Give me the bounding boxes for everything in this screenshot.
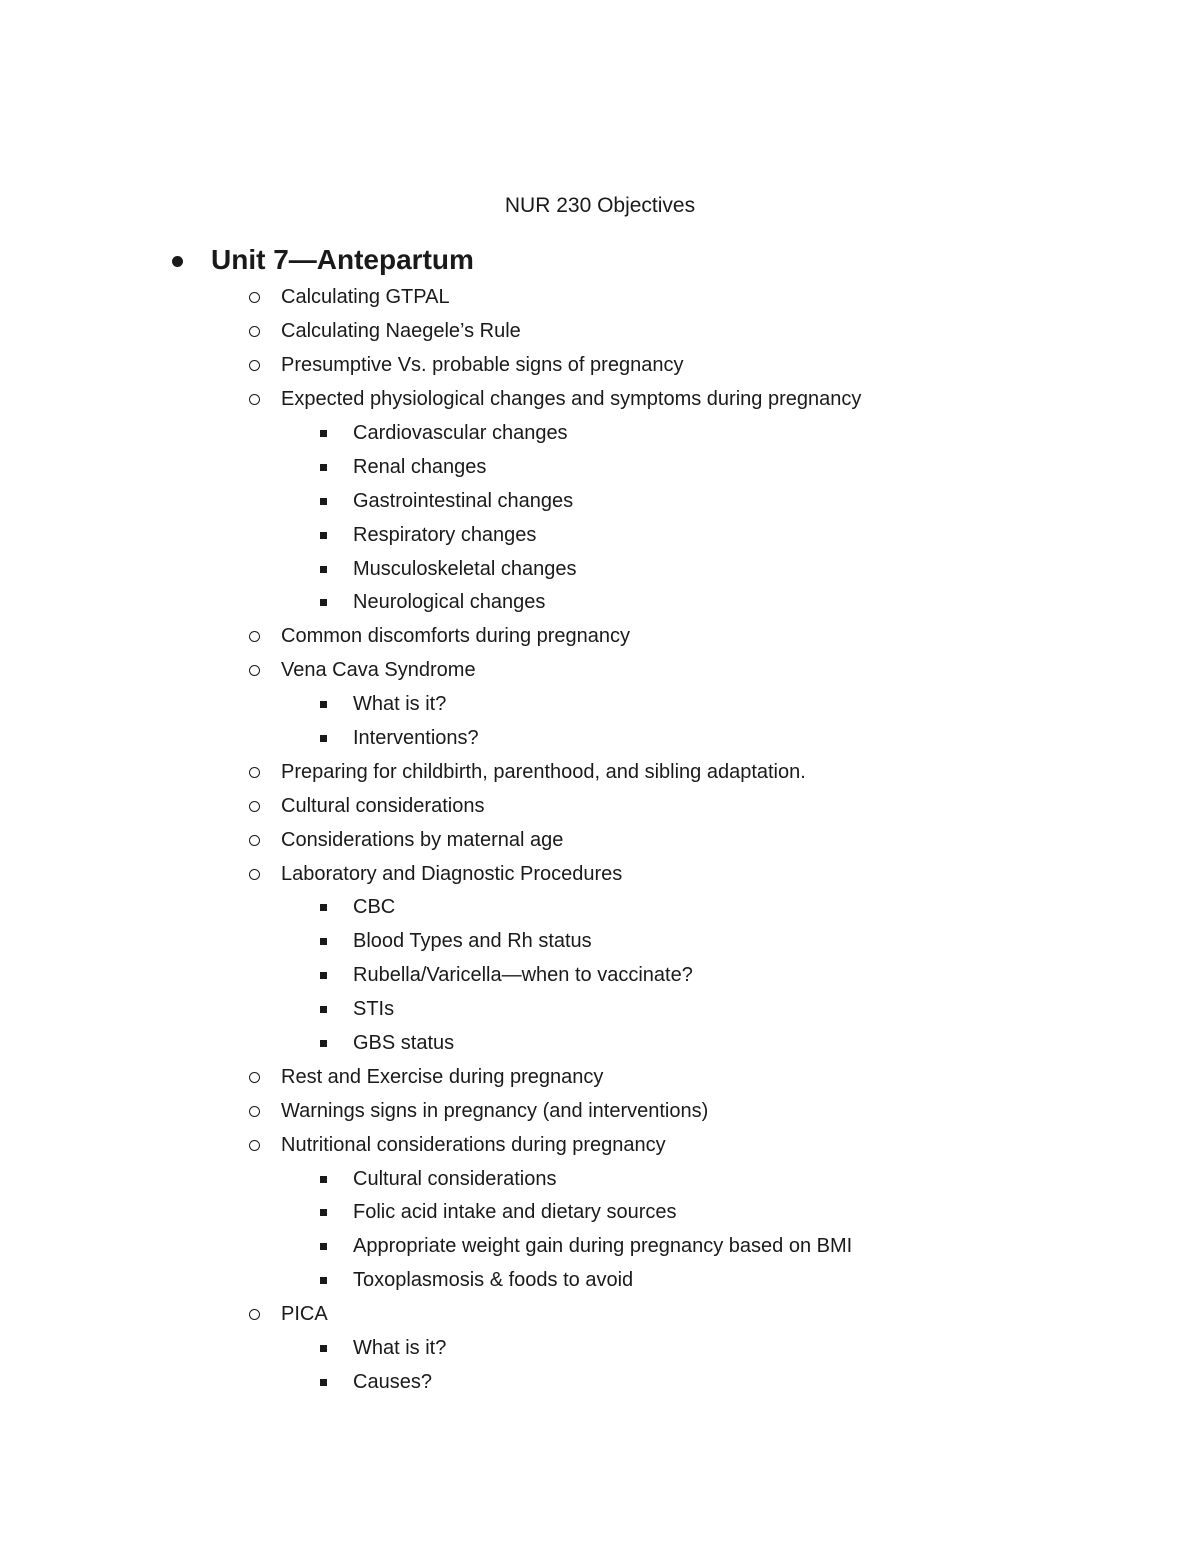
objective-item	[0, 281, 1200, 315]
square-bullet-icon	[320, 1209, 327, 1216]
square-bullet-icon	[320, 498, 327, 505]
objective-item	[0, 1298, 1200, 1332]
objective-subitem	[0, 1027, 1200, 1061]
objective-subitem	[0, 925, 1200, 959]
square-bullet-icon	[320, 464, 327, 471]
item-text: Neurological changes	[353, 591, 546, 614]
square-bullet-icon	[320, 566, 327, 573]
square-bullet-icon	[320, 1243, 327, 1250]
item-text: Cardiovascular changes	[353, 422, 568, 444]
objective-item	[0, 1060, 1200, 1094]
item-text: Renal changes	[353, 455, 487, 478]
square-bullet-icon	[320, 1379, 327, 1386]
objective-subitem	[0, 1196, 1200, 1230]
item-text: Considerations by maternal age	[281, 828, 564, 851]
objective-subitem	[0, 484, 1200, 518]
objective-item	[0, 857, 1200, 891]
objective-subitem	[0, 1264, 1200, 1298]
objective-subitem	[0, 417, 1200, 451]
hollow-circle-bullet-icon	[249, 835, 260, 846]
hollow-circle-bullet-icon	[249, 1106, 260, 1117]
objective-item	[0, 1094, 1200, 1128]
objective-item	[0, 315, 1200, 349]
objective-subitem	[0, 450, 1200, 484]
item-text: What is it?	[353, 1337, 447, 1360]
objective-item	[0, 383, 1200, 417]
item-text: GBS status	[353, 1032, 455, 1055]
item-text: Causes?	[353, 1370, 432, 1393]
hollow-circle-bullet-icon	[249, 1140, 260, 1151]
unit-heading-row	[172, 243, 474, 277]
objective-subitem	[0, 1366, 1200, 1400]
item-text: Cultural considerations	[353, 1167, 557, 1190]
objective-subitem	[0, 1230, 1200, 1264]
objective-subitem	[0, 518, 1200, 552]
item-text: Preparing for childbirth, parenthood, and sibling adaptation.	[281, 760, 806, 783]
square-bullet-icon	[320, 938, 327, 945]
hollow-circle-bullet-icon	[249, 631, 260, 642]
item-text: STIs	[353, 998, 395, 1021]
item-text: Laboratory and Diagnostic Procedures	[281, 862, 623, 885]
square-bullet-icon	[320, 430, 327, 437]
item-text: Vena Cava Syndrome	[281, 659, 476, 682]
filled-circle-bullet-icon	[172, 256, 183, 267]
square-bullet-icon	[320, 1040, 327, 1047]
item-text: Rest and Exercise during pregnancy	[281, 1065, 604, 1088]
square-bullet-icon	[320, 1176, 327, 1183]
objective-item	[0, 1128, 1200, 1162]
square-bullet-icon	[320, 972, 327, 979]
square-bullet-icon	[320, 599, 327, 606]
square-bullet-icon	[320, 735, 327, 742]
hollow-circle-bullet-icon	[249, 1072, 260, 1083]
objective-subitem	[0, 1332, 1200, 1366]
item-text: Blood Types and Rh status	[353, 930, 592, 953]
item-text: Expected physiological changes and symptoms during pregnancy	[281, 388, 862, 411]
page-title: NUR 230 Objectives	[504, 194, 696, 217]
objective-subitem	[0, 993, 1200, 1027]
unit-heading: Unit 7—Antepartum	[211, 244, 474, 275]
objective-subitem	[0, 959, 1200, 993]
item-text: Nutritional considerations during pregnancy	[281, 1133, 666, 1156]
item-text: Gastrointestinal changes	[353, 489, 574, 512]
item-text: PICA	[281, 1303, 328, 1326]
objective-subitem	[0, 1162, 1200, 1196]
item-text: Calculating GTPAL	[281, 286, 450, 309]
item-text: Calculating Naegele’s Rule	[281, 320, 521, 343]
hollow-circle-bullet-icon	[249, 801, 260, 812]
hollow-circle-bullet-icon	[249, 665, 260, 676]
square-bullet-icon	[320, 701, 327, 708]
item-text: Toxoplasmosis & foods to avoid	[353, 1269, 634, 1292]
item-text: Rubella/Varicella—when to vaccinate?	[353, 964, 693, 987]
hollow-circle-bullet-icon	[249, 869, 260, 880]
item-text: Appropriate weight gain during pregnancy based on BMI	[353, 1235, 853, 1258]
objective-subitem	[0, 891, 1200, 925]
hollow-circle-bullet-icon	[249, 1309, 260, 1320]
item-text: Cultural considerations	[281, 794, 485, 817]
hollow-circle-bullet-icon	[249, 292, 260, 303]
item-text: Interventions?	[353, 727, 479, 750]
hollow-circle-bullet-icon	[249, 360, 260, 371]
hollow-circle-bullet-icon	[249, 394, 260, 405]
item-text: What is it?	[353, 693, 447, 716]
square-bullet-icon	[320, 1345, 327, 1352]
item-text: Folic acid intake and dietary sources	[353, 1201, 677, 1224]
item-text: CBC	[353, 896, 396, 919]
item-text: Presumptive Vs. probable signs of pregnancy	[281, 354, 684, 377]
square-bullet-icon	[320, 1277, 327, 1284]
objective-item	[0, 654, 1200, 688]
objective-subitem	[0, 688, 1200, 722]
item-text: Warnings signs in pregnancy (and interventions)	[281, 1099, 709, 1122]
item-text: Musculoskeletal changes	[353, 557, 577, 580]
item-text: Common discomforts during pregnancy	[281, 625, 631, 648]
square-bullet-icon	[320, 1006, 327, 1013]
objectives-list	[0, 281, 1200, 1399]
square-bullet-icon	[320, 532, 327, 539]
objective-item	[0, 789, 1200, 823]
objective-item	[0, 823, 1200, 857]
hollow-circle-bullet-icon	[249, 767, 260, 778]
objective-item	[0, 755, 1200, 789]
objective-item	[0, 620, 1200, 654]
objective-subitem	[0, 586, 1200, 620]
objective-subitem	[0, 552, 1200, 586]
square-bullet-icon	[320, 904, 327, 911]
objective-item	[0, 349, 1200, 383]
item-text: Respiratory changes	[353, 523, 537, 546]
objective-subitem	[0, 722, 1200, 756]
hollow-circle-bullet-icon	[249, 326, 260, 337]
